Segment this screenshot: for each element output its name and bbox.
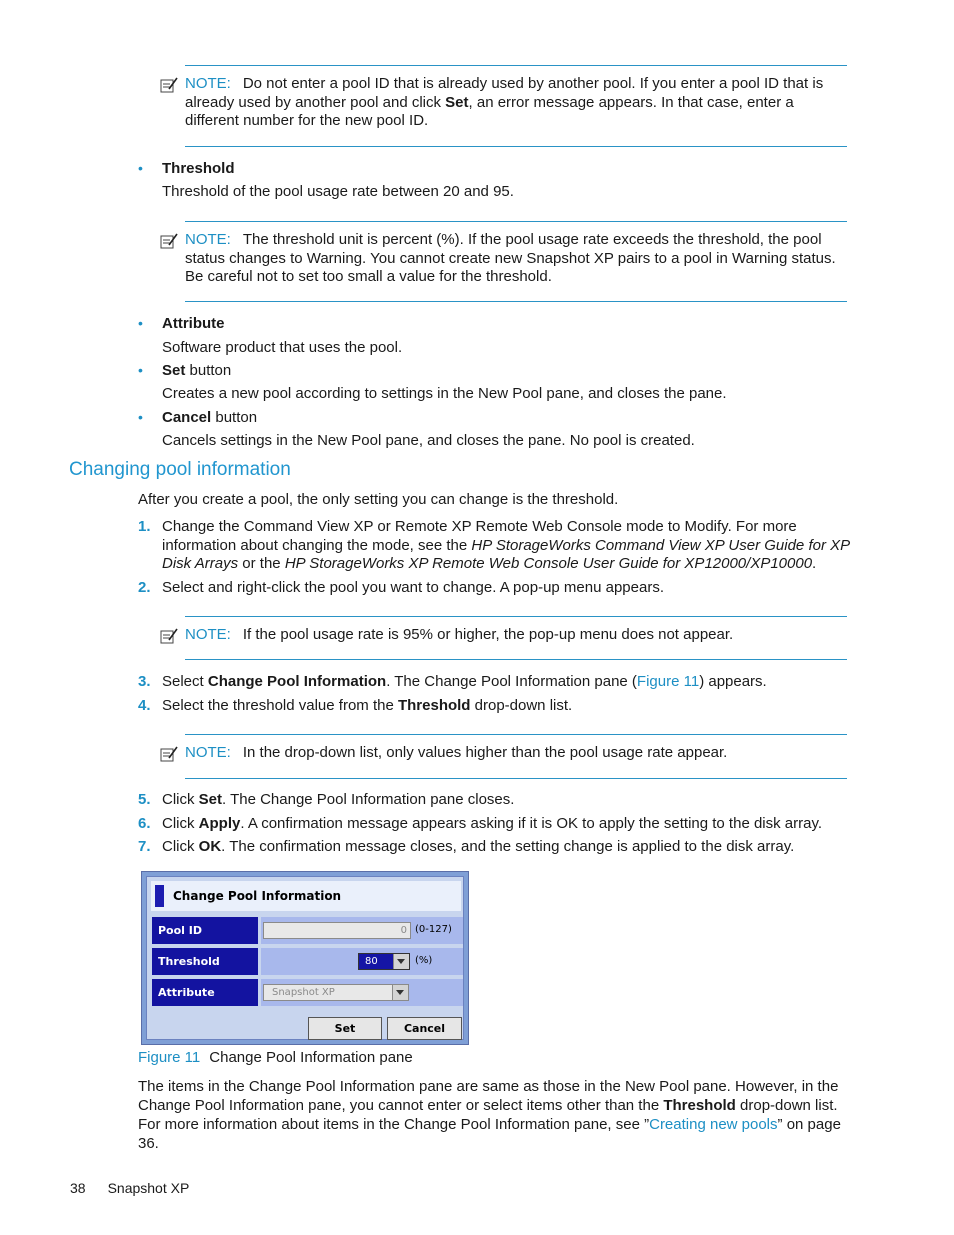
bullet: • [138, 409, 143, 425]
dialog-title: Change Pool Information [173, 889, 342, 903]
note-top-rule [185, 65, 847, 66]
bullet: • [138, 362, 143, 378]
step-text: . The confirmation message closes, and the setting change is applied to the disk array. [221, 838, 795, 855]
note-bottom-rule [185, 146, 847, 147]
note-icon [160, 628, 178, 644]
note-popup [160, 626, 850, 645]
threshold-unit: (%) [415, 955, 433, 966]
set-term: Set [162, 362, 186, 379]
threshold-term: Threshold [162, 160, 235, 177]
step-2: Select and right-click the pool you want to change. A pop-up menu appears. [162, 579, 664, 596]
note-keyword: NOTE: [185, 626, 231, 643]
step-text: . A confirmation message appears asking if it is OK to apply the setting to the disk array. [240, 815, 823, 832]
note-dropdown [160, 744, 850, 763]
step-text: Click [162, 838, 199, 855]
note-icon [160, 233, 178, 249]
section-intro: After you create a pool, the only setting you can change is the threshold. [138, 491, 619, 508]
attribute-desc: Software product that uses the pool. [162, 339, 403, 356]
chevron-down-icon[interactable] [393, 954, 409, 969]
title-accent-bar [155, 885, 164, 907]
set-button[interactable]: Set [308, 1017, 382, 1040]
figure-caption [138, 1049, 413, 1066]
step-italic: HP StorageWorks XP Remote Web Console User Guide for XP12000/XP10000 [284, 555, 813, 572]
page-footer [70, 1180, 189, 1196]
step-bold: Set [198, 791, 223, 808]
note-text-end: , an error message appears. In that case, enter a different number for the new pool ID. [185, 93, 794, 129]
step-3 [162, 673, 852, 692]
step-1 [162, 518, 852, 574]
figure-link[interactable]: Figure 11 [636, 673, 700, 690]
threshold-dropdown[interactable] [358, 953, 410, 970]
dialog-panel [146, 876, 464, 1040]
step-7 [162, 838, 852, 857]
note-text: In the drop-down list, only values higher than the pool usage rate appear. [242, 744, 728, 761]
footer-title: Snapshot XP [107, 1180, 190, 1196]
step-text: . The Change Pool Information pane ( [386, 673, 637, 690]
note-keyword: NOTE: [185, 75, 231, 92]
step-text: Click [162, 815, 199, 832]
paragraph-text: drop-down list. For more information about items in the Change Pool Information pane, see ” [138, 1097, 838, 1133]
note-bottom-rule [185, 301, 847, 302]
change-pool-information-dialog [141, 871, 469, 1045]
note-text: If the pool usage rate is 95% or higher, the pop-up menu does not appear. [242, 626, 734, 643]
pool-id-value: 0 [400, 925, 407, 936]
step-text: Click [162, 791, 199, 808]
step-text: . The Change Pool Information pane closes. [222, 791, 515, 808]
note-top-rule [185, 734, 847, 735]
step-text: Change the Command View XP or Remote XP Remote Web Console mode to Modify. For more information about changing the mode, see the [162, 518, 797, 554]
paragraph-text: The items in the Change Pool Information pane are same as those in the New Pool pane. However, in the Change Pool Information pane, you cannot enter or select items other than the [138, 1078, 839, 1114]
set-item [162, 362, 231, 379]
attribute-row [261, 979, 463, 1006]
set-desc: Creates a new pool according to settings in the New Pool pane, and closes the pane. [162, 385, 727, 402]
note-bottom-rule [185, 659, 847, 660]
bullet: • [138, 160, 143, 176]
attribute-label: Attribute [152, 979, 258, 1006]
closing-paragraph [138, 1077, 850, 1153]
paragraph-bold: Threshold [663, 1097, 736, 1114]
step-bold: Apply [198, 815, 241, 832]
note-bold: Set [445, 93, 469, 111]
note-icon [160, 77, 178, 93]
note-threshold-unit [160, 231, 850, 287]
page-number: 38 [70, 1180, 86, 1196]
step-bold: OK [198, 838, 222, 855]
attribute-term: Attribute [162, 315, 225, 332]
creating-new-pools-link[interactable]: Creating new pools [649, 1116, 778, 1133]
note-keyword: NOTE: [185, 231, 231, 248]
step-bold: Change Pool Information [207, 673, 387, 690]
cancel-item [162, 409, 257, 426]
step-number: 3. [138, 673, 151, 690]
attribute-value: Snapshot XP [272, 987, 335, 998]
section-heading: Changing pool information [69, 459, 291, 480]
step-text: Select [162, 673, 208, 690]
step-text: Select the threshold value from the [162, 697, 398, 714]
step-text: . [812, 555, 817, 572]
chevron-down-icon[interactable] [392, 985, 408, 1000]
step-number: 4. [138, 697, 151, 714]
step-4 [162, 697, 852, 716]
note-pool-id [160, 75, 850, 131]
note-text: Do not enter a pool ID that is already used by another pool. If you enter a pool ID that is already used by another pool and click [185, 75, 824, 111]
cancel-term: Cancel [162, 409, 212, 426]
note-top-rule [185, 221, 847, 222]
note-text: The threshold unit is percent (%). If the pool usage rate exceeds the threshold, the pool status changes to Warning. You cannot create new Snapshot XP pairs to a pool in Warning status. Be careful not to set too small a value for the threshold. [185, 231, 836, 285]
note-keyword: NOTE: [185, 744, 231, 761]
threshold-value: 80 [365, 956, 378, 967]
step-number: 5. [138, 791, 151, 808]
step-6 [162, 815, 852, 834]
set-suffix: button [185, 362, 232, 379]
step-number: 6. [138, 815, 151, 832]
cancel-button[interactable]: Cancel [387, 1017, 462, 1040]
threshold-label: Threshold [152, 948, 258, 975]
cancel-suffix: button [211, 409, 258, 426]
figure-label: Figure 11 [138, 1049, 201, 1066]
step-text: or the [238, 555, 285, 572]
step-number: 1. [138, 518, 151, 535]
step-text: drop-down list. [470, 697, 573, 714]
note-bottom-rule [185, 778, 847, 779]
pool-id-label: Pool ID [152, 917, 258, 944]
step-number: 7. [138, 838, 151, 855]
step-bold: Threshold [397, 697, 471, 714]
pool-id-row [261, 917, 463, 944]
paragraph-text: ” on page 36. [138, 1116, 841, 1152]
pool-id-range: (0-127) [415, 924, 452, 935]
step-italic: HP StorageWorks Command View XP User Guide for XP Disk Arrays [162, 536, 850, 572]
threshold-desc: Threshold of the pool usage rate between 20 and 95. [162, 183, 514, 200]
step-5 [162, 791, 852, 810]
threshold-row [261, 948, 463, 975]
note-icon [160, 746, 178, 762]
caption-text: Change Pool Information pane [209, 1049, 413, 1066]
step-number: 2. [138, 579, 151, 596]
pool-id-field[interactable] [263, 922, 411, 939]
dialog-title-bar [151, 881, 461, 911]
attribute-dropdown[interactable] [263, 984, 409, 1001]
note-top-rule [185, 616, 847, 617]
step-text: ) appears. [699, 673, 767, 690]
bullet: • [138, 315, 143, 331]
cancel-desc: Cancels settings in the New Pool pane, and closes the pane. No pool is created. [162, 432, 695, 449]
